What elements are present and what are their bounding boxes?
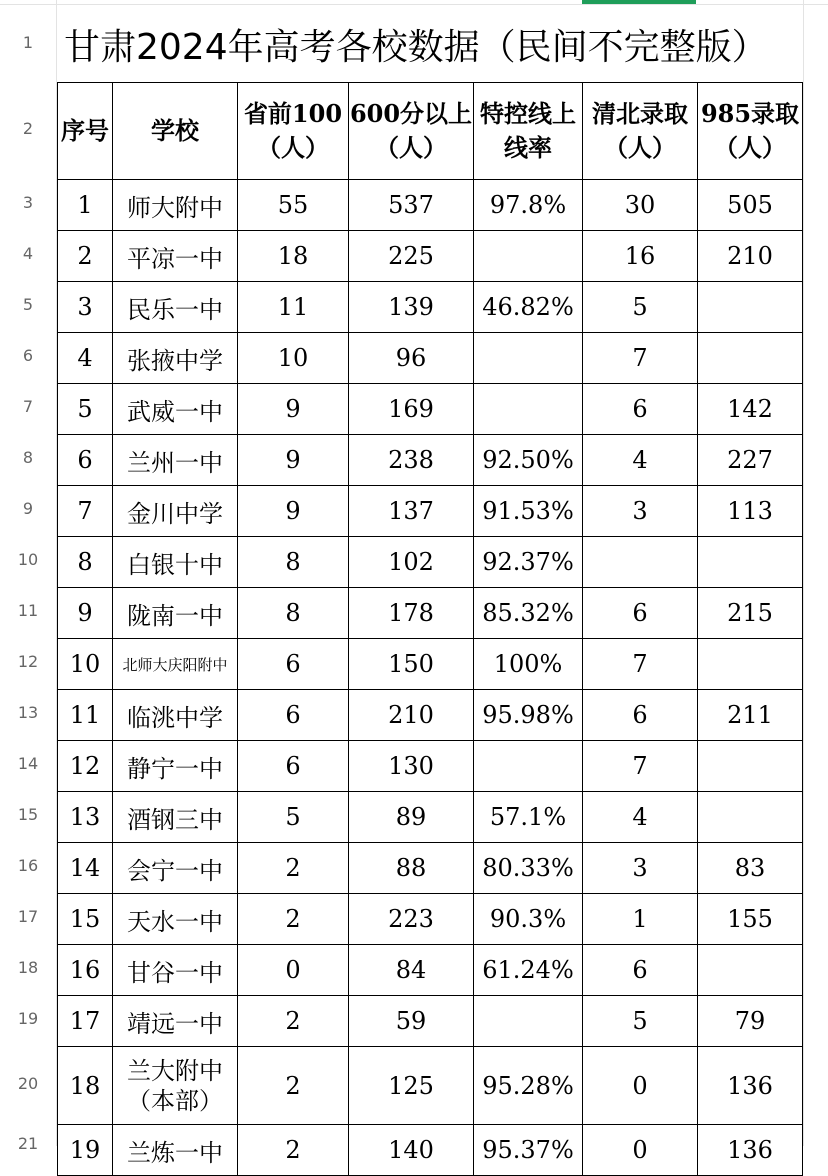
cell-school[interactable]: 静宁一中 [113, 741, 238, 792]
cell-qingbei[interactable]: 6 [583, 945, 698, 996]
cell-qingbei[interactable]: 3 [583, 843, 698, 894]
cell-above600[interactable]: 125 [349, 1047, 474, 1125]
row-header[interactable]: 15 [17, 805, 39, 824]
cell-top100[interactable]: 9 [238, 384, 349, 435]
cell-above600[interactable]: 137 [349, 486, 474, 537]
table-row [58, 741, 803, 792]
table-row [58, 996, 803, 1047]
row-header[interactable]: 16 [17, 856, 39, 875]
cell-qingbei[interactable]: 5 [583, 282, 698, 333]
cell-top100[interactable]: 2 [238, 1047, 349, 1125]
header-above600-line2: （人） [375, 134, 447, 162]
cell-rate[interactable]: 95.37% [474, 1125, 583, 1176]
table-row [58, 843, 803, 894]
cell-rank[interactable]: 6 [58, 435, 113, 486]
cell-rate[interactable]: 95.28% [474, 1047, 583, 1125]
cell-rank[interactable]: 19 [58, 1125, 113, 1176]
header-rate[interactable] [474, 83, 583, 180]
header-school[interactable]: 学校 [113, 83, 238, 180]
table-row [58, 945, 803, 996]
cell-qingbei[interactable]: 7 [583, 741, 698, 792]
cell-rank[interactable]: 8 [58, 537, 113, 588]
cell-top100[interactable]: 2 [238, 843, 349, 894]
table-row [58, 384, 803, 435]
header-above600[interactable] [349, 83, 474, 180]
cell-school[interactable]: 张掖中学 [113, 333, 238, 384]
cell-top100[interactable]: 55 [238, 180, 349, 231]
cell-985[interactable] [698, 741, 803, 792]
cell-rate[interactable]: 100% [474, 639, 583, 690]
row-header[interactable]: 4 [22, 244, 34, 263]
cell-985[interactable]: 113 [698, 486, 803, 537]
cell-rank[interactable]: 15 [58, 894, 113, 945]
cell-school[interactable]: 平凉一中 [113, 231, 238, 282]
grid-line [803, 0, 804, 1146]
cell-rate[interactable] [474, 384, 583, 435]
cell-rate[interactable]: 80.33% [474, 843, 583, 894]
table-row [58, 639, 803, 690]
cell-985[interactable] [698, 639, 803, 690]
cell-school[interactable]: 陇南一中 [113, 588, 238, 639]
cell-rank[interactable]: 17 [58, 996, 113, 1047]
cell-top100[interactable]: 0 [238, 945, 349, 996]
header-985-line2: （人） [714, 134, 786, 162]
cell-school[interactable]: 天水一中 [113, 894, 238, 945]
table-row [58, 792, 803, 843]
cell-985[interactable] [698, 333, 803, 384]
row-header[interactable]: 1 [22, 33, 34, 52]
school-data-table [57, 82, 803, 1176]
cell-rank[interactable]: 13 [58, 792, 113, 843]
row-header[interactable]: 21 [17, 1134, 39, 1153]
cell-985[interactable] [698, 537, 803, 588]
cell-qingbei[interactable]: 4 [583, 792, 698, 843]
cell-rate[interactable] [474, 333, 583, 384]
header-985-line1: 985录取 [700, 99, 800, 128]
row-header[interactable]: 8 [22, 448, 34, 467]
cell-rate[interactable]: 61.24% [474, 945, 583, 996]
row-header[interactable]: 11 [17, 601, 39, 620]
header-above600-line1: 600分以上 [349, 99, 473, 128]
cell-school[interactable]: 酒钢三中 [113, 792, 238, 843]
cell-top100[interactable]: 2 [238, 894, 349, 945]
cell-rate[interactable]: 46.82% [474, 282, 583, 333]
cell-above600[interactable]: 88 [349, 843, 474, 894]
cell-rank[interactable]: 11 [58, 690, 113, 741]
cell-985[interactable]: 227 [698, 435, 803, 486]
cell-above600[interactable]: 140 [349, 1125, 474, 1176]
cell-rate[interactable]: 92.37% [474, 537, 583, 588]
cell-rank[interactable]: 5 [58, 384, 113, 435]
row-header[interactable]: 7 [22, 397, 34, 416]
cell-above600[interactable]: 139 [349, 282, 474, 333]
cell-top100[interactable]: 18 [238, 231, 349, 282]
cell-top100[interactable]: 6 [238, 639, 349, 690]
row-header[interactable]: 9 [22, 499, 34, 518]
table-row [58, 486, 803, 537]
cell-above600[interactable]: 225 [349, 231, 474, 282]
cell-rate[interactable]: 91.53% [474, 486, 583, 537]
row-header[interactable]: 19 [17, 1009, 39, 1028]
header-rank[interactable]: 序号 [58, 83, 113, 180]
row-header[interactable]: 2 [22, 119, 34, 138]
row-header[interactable]: 20 [17, 1074, 39, 1093]
cell-985[interactable]: 211 [698, 690, 803, 741]
cell-qingbei[interactable] [583, 537, 698, 588]
cell-school[interactable]: 金川中学 [113, 486, 238, 537]
cell-rank[interactable]: 7 [58, 486, 113, 537]
cell-qingbei[interactable]: 30 [583, 180, 698, 231]
cell-top100[interactable]: 10 [238, 333, 349, 384]
table-row [58, 894, 803, 945]
row-header[interactable]: 14 [17, 754, 39, 773]
cell-rate[interactable]: 85.32% [474, 588, 583, 639]
header-rate-line2: 线率 [504, 134, 552, 162]
cell-top100[interactable]: 9 [238, 435, 349, 486]
selected-column-indicator [582, 0, 696, 4]
cell-top100[interactable]: 8 [238, 588, 349, 639]
cell-top100[interactable]: 6 [238, 741, 349, 792]
cell-above600[interactable]: 169 [349, 384, 474, 435]
cell-qingbei[interactable]: 0 [583, 1047, 698, 1125]
cell-school[interactable]: 白银十中 [113, 537, 238, 588]
cell-above600[interactable]: 238 [349, 435, 474, 486]
cell-985[interactable]: 505 [698, 180, 803, 231]
cell-985[interactable]: 136 [698, 1125, 803, 1176]
cell-above600[interactable]: 59 [349, 996, 474, 1047]
cell-school-line2: （本部） [127, 1086, 223, 1115]
cell-qingbei[interactable]: 6 [583, 588, 698, 639]
cell-school[interactable]: 临洮中学 [113, 690, 238, 741]
cell-qingbei[interactable]: 7 [583, 333, 698, 384]
cell-985[interactable]: 83 [698, 843, 803, 894]
table-row [58, 231, 803, 282]
cell-rate[interactable] [474, 741, 583, 792]
cell-rank[interactable]: 12 [58, 741, 113, 792]
cell-school[interactable]: 师大附中 [113, 180, 238, 231]
table-row [58, 537, 803, 588]
cell-rank[interactable]: 10 [58, 639, 113, 690]
cell-top100[interactable]: 9 [238, 486, 349, 537]
cell-school[interactable]: 靖远一中 [113, 996, 238, 1047]
header-rate-line1: 特控线上 [480, 100, 576, 128]
table-row [58, 282, 803, 333]
row-header[interactable]: 13 [17, 703, 39, 722]
cell-qingbei[interactable]: 4 [583, 435, 698, 486]
header-qingbei-line1: 清北录取 [592, 100, 688, 128]
cell-school[interactable]: 兰州一中 [113, 435, 238, 486]
cell-above600[interactable]: 210 [349, 690, 474, 741]
cell-rate[interactable] [474, 996, 583, 1047]
cell-above600[interactable]: 96 [349, 333, 474, 384]
header-top100-line1: 省前100 [243, 99, 343, 128]
cell-above600[interactable]: 102 [349, 537, 474, 588]
cell-rank[interactable]: 14 [58, 843, 113, 894]
cell-school[interactable]: 甘谷一中 [113, 945, 238, 996]
cell-school-line1: 兰大附中 [127, 1056, 223, 1085]
cell-qingbei[interactable]: 1 [583, 894, 698, 945]
cell-above600[interactable]: 89 [349, 792, 474, 843]
cell-top100[interactable]: 2 [238, 1125, 349, 1176]
row-header[interactable]: 6 [22, 346, 34, 365]
cell-rank[interactable]: 1 [58, 180, 113, 231]
cell-985[interactable] [698, 792, 803, 843]
table-row [58, 690, 803, 741]
cell-qingbei[interactable]: 6 [583, 690, 698, 741]
table-row [58, 180, 803, 231]
cell-985[interactable]: 210 [698, 231, 803, 282]
cell-qingbei[interactable]: 0 [583, 1125, 698, 1176]
cell-school[interactable]: 武威一中 [113, 384, 238, 435]
cell-rate[interactable] [474, 231, 583, 282]
cell-985[interactable] [698, 282, 803, 333]
cell-985[interactable]: 142 [698, 384, 803, 435]
cell-985[interactable]: 155 [698, 894, 803, 945]
cell-rate[interactable]: 90.3% [474, 894, 583, 945]
cell-top100[interactable]: 6 [238, 690, 349, 741]
row-header[interactable]: 3 [22, 193, 34, 212]
cell-rank[interactable]: 3 [58, 282, 113, 333]
table-row [58, 1047, 803, 1125]
cell-school[interactable]: 兰炼一中 [113, 1125, 238, 1176]
header-qingbei[interactable] [583, 83, 698, 180]
header-985[interactable] [698, 83, 803, 180]
header-qingbei-line2: （人） [604, 134, 676, 162]
cell-qingbei[interactable]: 16 [583, 231, 698, 282]
cell-rank[interactable]: 4 [58, 333, 113, 384]
cell-rank[interactable]: 18 [58, 1047, 113, 1125]
cell-rank[interactable]: 9 [58, 588, 113, 639]
sheet-title[interactable]: 甘肃2024年高考各校数据（民间不完整版） [64, 27, 768, 68]
header-top100[interactable] [238, 83, 349, 180]
cell-985[interactable] [698, 945, 803, 996]
cell-rate[interactable]: 57.1% [474, 792, 583, 843]
row-header[interactable]: 18 [17, 958, 39, 977]
header-row [58, 83, 803, 180]
cell-qingbei[interactable]: 3 [583, 486, 698, 537]
cell-qingbei[interactable]: 6 [583, 384, 698, 435]
cell-school[interactable] [113, 1047, 238, 1125]
cell-above600[interactable]: 223 [349, 894, 474, 945]
cell-qingbei[interactable]: 5 [583, 996, 698, 1047]
cell-top100[interactable]: 11 [238, 282, 349, 333]
table-row [58, 435, 803, 486]
cell-985[interactable]: 79 [698, 996, 803, 1047]
cell-qingbei[interactable]: 7 [583, 639, 698, 690]
row-header[interactable]: 10 [17, 550, 39, 569]
table-row [58, 588, 803, 639]
cell-above600[interactable]: 537 [349, 180, 474, 231]
cell-985[interactable]: 136 [698, 1047, 803, 1125]
header-top100-line2: （人） [257, 134, 329, 162]
row-header[interactable]: 12 [17, 652, 39, 671]
cell-rank[interactable]: 16 [58, 945, 113, 996]
cell-school[interactable]: 民乐一中 [113, 282, 238, 333]
cell-above600[interactable]: 84 [349, 945, 474, 996]
cell-above600[interactable]: 178 [349, 588, 474, 639]
row-header[interactable]: 5 [22, 295, 34, 314]
cell-rate[interactable]: 95.98% [474, 690, 583, 741]
cell-school[interactable]: 北师大庆阳附中 [113, 639, 238, 690]
grid-line [0, 4, 828, 5]
cell-above600[interactable]: 130 [349, 741, 474, 792]
cell-top100[interactable]: 8 [238, 537, 349, 588]
cell-rate[interactable]: 92.50% [474, 435, 583, 486]
cell-school[interactable]: 会宁一中 [113, 843, 238, 894]
table-row [58, 333, 803, 384]
row-header[interactable]: 17 [17, 907, 39, 926]
cell-top100[interactable]: 2 [238, 996, 349, 1047]
table-row [58, 1125, 803, 1176]
cell-rate[interactable]: 97.8% [474, 180, 583, 231]
cell-rank[interactable]: 2 [58, 231, 113, 282]
cell-top100[interactable]: 5 [238, 792, 349, 843]
cell-985[interactable]: 215 [698, 588, 803, 639]
cell-above600[interactable]: 150 [349, 639, 474, 690]
